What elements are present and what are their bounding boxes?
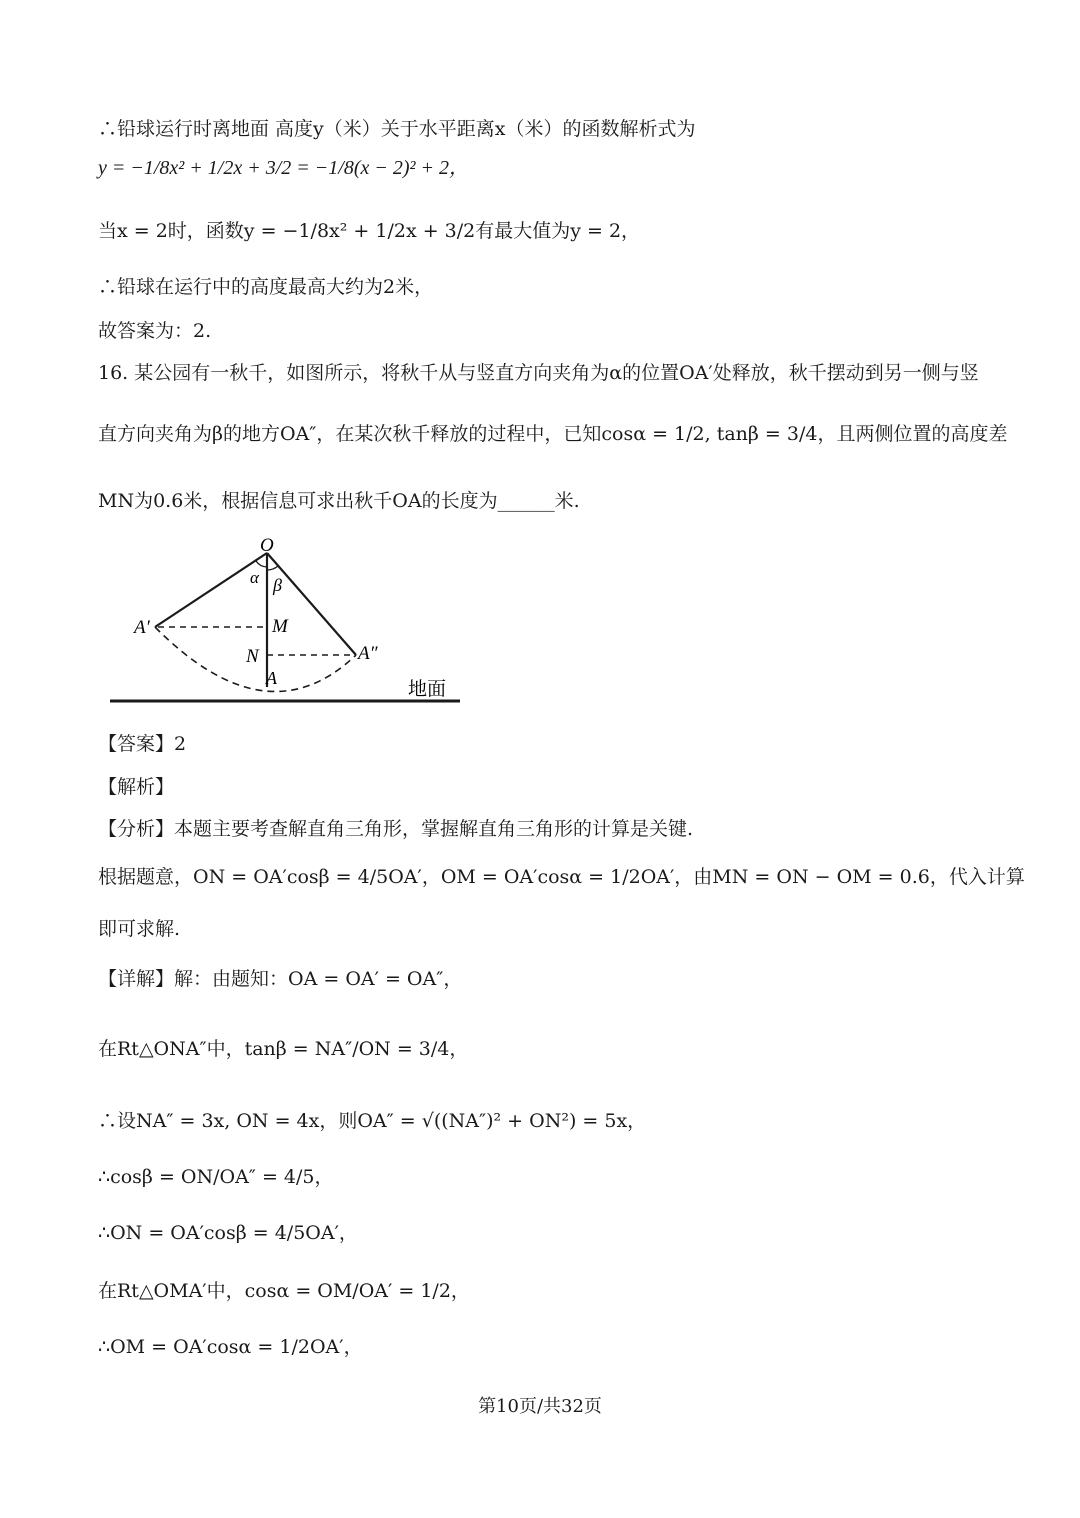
swing-diagram — [100, 535, 480, 710]
basis-line-b: 即可求解. — [98, 918, 181, 940]
detail-tag: 【详解】 — [98, 968, 175, 990]
label-a2: A″ — [358, 643, 378, 664]
label-alpha: α — [250, 568, 259, 587]
angle-beta-arc — [267, 566, 278, 570]
label-n: N — [246, 646, 259, 667]
rope-oa2 — [267, 553, 356, 655]
step-6: ∴OM = OA′cosα = 1/2OA′， — [98, 1336, 363, 1358]
step-3: ∴cosβ = ON/OA″ = 4/5， — [98, 1166, 334, 1188]
text-line-4: ∴铅球在运行中的高度最高大约为2米， — [98, 276, 434, 298]
step-2: ∴设NA″ = 3x, ON = 4x，则OA″ = √((NA″)² + ON²) = 5x， — [98, 1110, 647, 1132]
step-4: ∴ON = OA′cosβ = 4/5OA′， — [98, 1222, 358, 1244]
answer-value: 2 — [174, 733, 187, 755]
basis-line-a: 根据题意，ON = OA′cosβ = 4/5OA′，OM = OA′cosα = 1/2OA′，由MN = ON − OM = 0.6，代入计算 — [98, 866, 1025, 888]
step-1: 在Rt△ONA″中，tanβ = NA″/ON = 3/4， — [98, 1038, 469, 1060]
analysis-tag: 【解析】 — [98, 776, 175, 798]
page-footer: 第10页/共32页 — [478, 1396, 602, 1417]
question-16-line-b: 直方向夹角为β的地方OA″，在某次秋千释放的过程中，已知cosα = 1/2, tanβ = 3/4，且两侧位置的高度差 — [98, 423, 1008, 445]
label-m: M — [272, 616, 288, 637]
label-a: A — [266, 668, 277, 688]
question-16-line-c: MN为0.6米，根据信息可求出秋千OA的长度为______米. — [98, 490, 580, 512]
detail-line — [98, 970, 462, 989]
text-line-5: 故答案为：2. — [98, 320, 212, 342]
fenxi-line — [98, 820, 693, 839]
text-line-3: 当x = 2时，函数y = −1/8x² + 1/2x + 3/2有最大值为y = 2， — [98, 220, 641, 242]
label-a1: A′ — [134, 617, 150, 638]
text-line-1: ∴铅球运行时离地面 高度y（米）关于水平距离x（米）的函数解析式为 — [98, 118, 696, 140]
rope-oa1 — [155, 553, 267, 627]
step-5: 在Rt△OMA′中，cosα = OM/OA′ = 1/2， — [98, 1280, 470, 1302]
label-beta: β — [273, 575, 282, 595]
fenxi-text: 本题主要考查解直角三角形，掌握解直角三角形的计算是关键. — [174, 818, 694, 840]
formula-line-2: y = −1/8x² + 1/2x + 3/2 = −1/8(x − 2)² + 2， — [98, 157, 470, 179]
answer-tag: 【答案】 — [98, 733, 175, 755]
fenxi-tag: 【分析】 — [98, 818, 175, 840]
detail-text: 解：由题知：OA = OA′ = OA″， — [174, 968, 463, 990]
question-16-line-a: 16. 某公园有一秋千，如图所示，将秋千从与竖直方向夹角为α的位置OA′处释放，秋千摆动到另一侧与竖 — [98, 362, 979, 384]
label-ground: 地面 — [408, 678, 447, 700]
label-o: O — [260, 535, 274, 556]
angle-alpha-arc — [256, 561, 267, 567]
answer-line — [98, 735, 186, 754]
